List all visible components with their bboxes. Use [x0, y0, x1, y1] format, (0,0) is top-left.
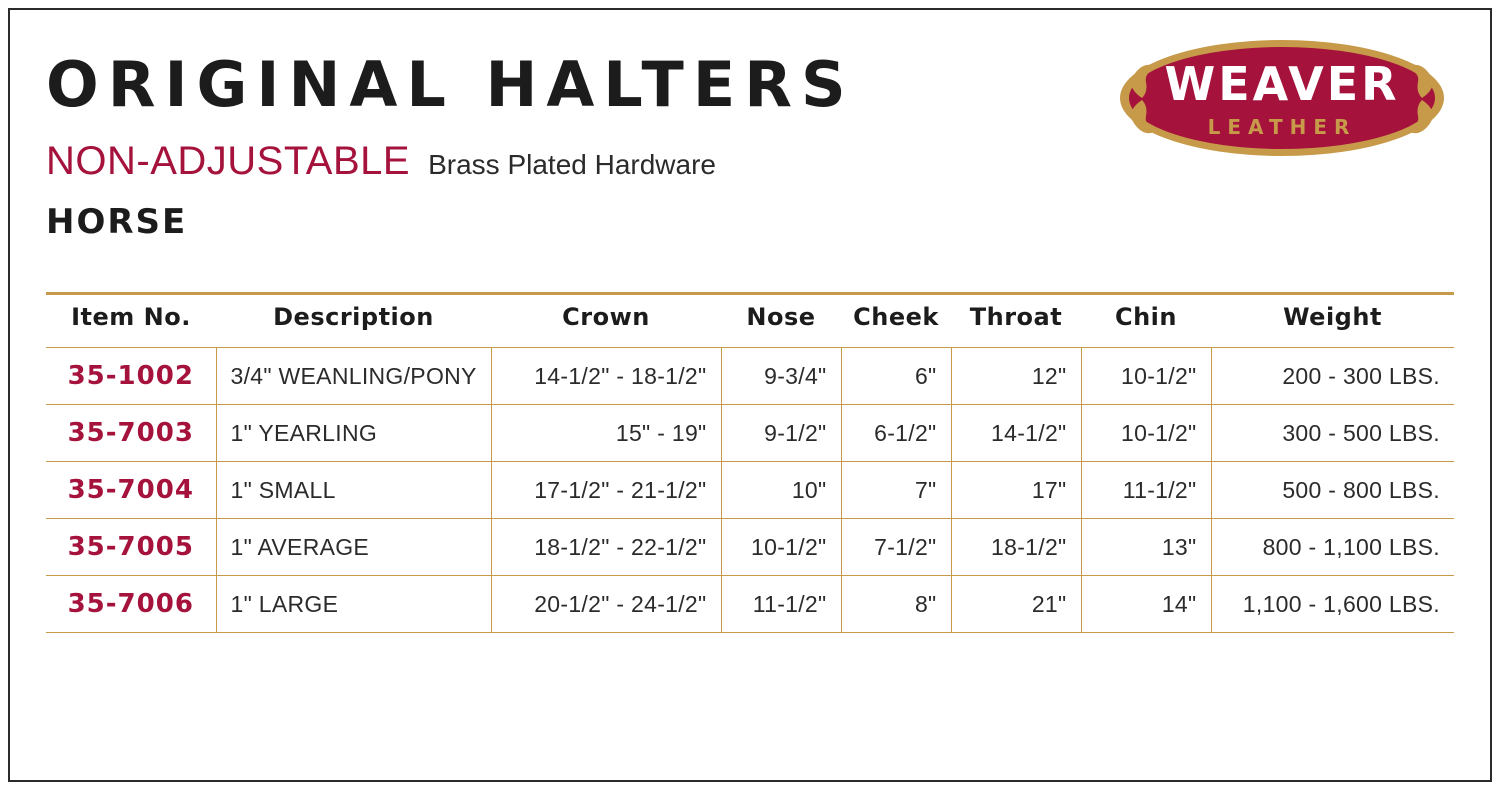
cell-nose: 10"	[721, 462, 841, 519]
cell-cheek: 7-1/2"	[841, 519, 951, 576]
cell-crown: 18-1/2" - 22-1/2"	[491, 519, 721, 576]
cell-throat: 21"	[951, 576, 1081, 633]
cell-cheek: 8"	[841, 576, 951, 633]
weaver-leather-logo	[1112, 26, 1452, 176]
cell-weight: 300 - 500 LBS.	[1211, 405, 1454, 462]
cell-crown: 14-1/2" - 18-1/2"	[491, 348, 721, 405]
table-row	[46, 519, 1454, 576]
cell-weight: 500 - 800 LBS.	[1211, 462, 1454, 519]
table-row	[46, 576, 1454, 633]
cell-item-no: 35-7006	[46, 576, 216, 633]
table-header-row	[46, 294, 1454, 348]
cell-item-no: 35-7003	[46, 405, 216, 462]
cell-throat: 12"	[951, 348, 1081, 405]
cell-item-no: 35-1002	[46, 348, 216, 405]
spec-table-container	[46, 292, 1454, 633]
cell-description: 3/4" WEANLING/PONY	[216, 348, 491, 405]
cell-description: 1" AVERAGE	[216, 519, 491, 576]
column-header-cheek: Cheek	[841, 294, 951, 348]
cell-weight: 200 - 300 LBS.	[1211, 348, 1454, 405]
column-header-chin: Chin	[1081, 294, 1211, 348]
cell-item-no: 35-7005	[46, 519, 216, 576]
cell-cheek: 6"	[841, 348, 951, 405]
cell-crown: 20-1/2" - 24-1/2"	[491, 576, 721, 633]
cell-nose: 9-3/4"	[721, 348, 841, 405]
column-header-crown: Crown	[491, 294, 721, 348]
cell-description: 1" LARGE	[216, 576, 491, 633]
cell-nose: 9-1/2"	[721, 405, 841, 462]
cell-chin: 11-1/2"	[1081, 462, 1211, 519]
column-header-nose: Nose	[721, 294, 841, 348]
cell-cheek: 7"	[841, 462, 951, 519]
subtitle-hardware: Brass Plated Hardware	[428, 149, 716, 181]
subtitle-adjustability: NON-ADJUSTABLE	[46, 139, 411, 184]
cell-crown: 15" - 19"	[491, 405, 721, 462]
cell-weight: 800 - 1,100 LBS.	[1211, 519, 1454, 576]
cell-weight: 1,100 - 1,600 LBS.	[1211, 576, 1454, 633]
cell-description: 1" YEARLING	[216, 405, 491, 462]
cell-chin: 14"	[1081, 576, 1211, 633]
cell-nose: 11-1/2"	[721, 576, 841, 633]
table-row	[46, 462, 1454, 519]
column-header-weight: Weight	[1211, 294, 1454, 348]
cell-cheek: 6-1/2"	[841, 405, 951, 462]
logo-brand-text: WEAVER	[1164, 57, 1400, 111]
column-header-throat: Throat	[951, 294, 1081, 348]
cell-chin: 10-1/2"	[1081, 348, 1211, 405]
logo-tagline-text: LEATHER	[1207, 115, 1357, 139]
table-row	[46, 405, 1454, 462]
cell-throat: 17"	[951, 462, 1081, 519]
spec-table	[46, 292, 1454, 633]
cell-throat: 18-1/2"	[951, 519, 1081, 576]
cell-chin: 10-1/2"	[1081, 405, 1211, 462]
cell-item-no: 35-7004	[46, 462, 216, 519]
cell-throat: 14-1/2"	[951, 405, 1081, 462]
cell-nose: 10-1/2"	[721, 519, 841, 576]
cell-crown: 17-1/2" - 21-1/2"	[491, 462, 721, 519]
column-header-description: Description	[216, 294, 491, 348]
table-row	[46, 348, 1454, 405]
cell-chin: 13"	[1081, 519, 1211, 576]
column-header-item-no: Item No.	[46, 294, 216, 348]
page-title: ORIGINAL HALTERS	[46, 48, 855, 121]
cell-description: 1" SMALL	[216, 462, 491, 519]
category-heading: HORSE	[46, 202, 188, 243]
